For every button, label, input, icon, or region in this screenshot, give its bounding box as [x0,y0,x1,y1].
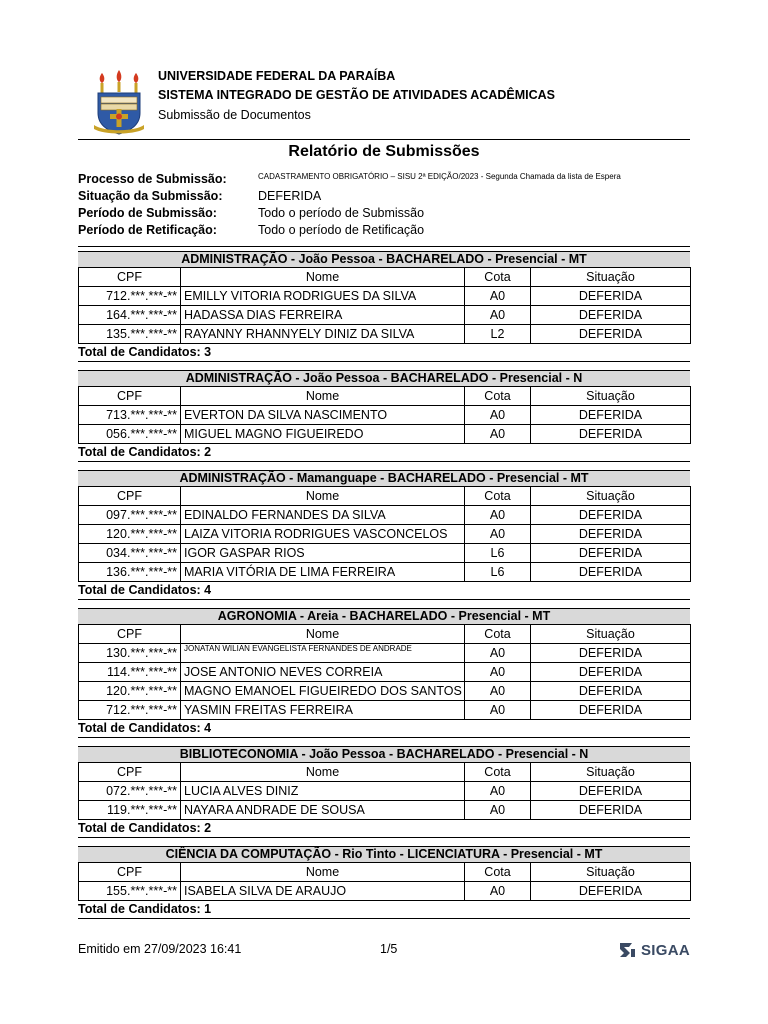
section-title: BIBLIOTECONOMIA - João Pessoa - BACHARELADO - Presencial - N [78,746,690,762]
cpf-cell: 164.***.***-** [79,306,181,325]
total-label: Total de Candidatos: [78,721,201,735]
name-cell: JOSE ANTONIO NEVES CORREIA [181,663,465,682]
section-total [78,820,690,836]
cpf-cell: 056.***.***-** [79,425,181,444]
candidates-table [78,386,691,444]
quota-cell: L6 [465,563,531,582]
candidates-table [78,762,691,820]
table-row [79,406,691,425]
status-cell: DEFERIDA [531,525,691,544]
quota-cell: A0 [465,287,531,306]
report-header [78,66,690,138]
column-header-cota: Cota [465,863,531,882]
name-cell: EVERTON DA SILVA NASCIMENTO [181,406,465,425]
name-cell: ISABELA SILVA DE ARAUJO [181,882,465,901]
column-header-situacao: Situação [531,863,691,882]
section-title: AGRONOMIA - Areia - BACHARELADO - Presencial - MT [78,608,690,624]
quota-cell: A0 [465,801,531,820]
quota-cell: L6 [465,544,531,563]
status-cell: DEFERIDA [531,801,691,820]
quota-cell: L2 [465,325,531,344]
course-section [78,370,690,462]
cpf-cell: 120.***.***-** [79,682,181,701]
name-cell: MIGUEL MAGNO FIGUEIREDO [181,425,465,444]
section-divider [78,918,690,919]
table-row [79,801,691,820]
ufpb-coat-of-arms-icon [90,69,148,135]
table-row [79,306,691,325]
table-header-row [79,863,691,882]
meta-label: Período de Retificação: [78,223,217,237]
column-header-cpf: CPF [79,863,181,882]
status-cell: DEFERIDA [531,287,691,306]
total-value: 4 [204,721,212,735]
total-label: Total de Candidatos: [78,583,201,597]
column-header-cpf: CPF [79,387,181,406]
cpf-cell: 712.***.***-** [79,701,181,720]
quota-cell: A0 [465,644,531,663]
candidates-table [78,267,691,344]
name-cell: LUCIA ALVES DINIZ [181,782,465,801]
section-divider [78,461,690,462]
table-row [79,525,691,544]
section-title: ADMINISTRAÇÃO - Mamanguape - BACHARELADO - Presencial - MT [78,470,690,486]
quota-cell: A0 [465,701,531,720]
table-header-row [79,487,691,506]
page-number: 1/5 [380,942,398,956]
name-cell: EMILLY VITORIA RODRIGUES DA SILVA [181,287,465,306]
meta-label: Situação da Submissão: [78,189,223,203]
cpf-cell: 097.***.***-** [79,506,181,525]
quota-cell: A0 [465,663,531,682]
name-cell: IGOR GASPAR RIOS [181,544,465,563]
meta-value: DEFERIDA [258,189,322,203]
cpf-cell: 130.***.***-** [79,644,181,663]
column-header-situacao: Situação [531,763,691,782]
course-section [78,608,690,738]
cpf-cell: 119.***.***-** [79,801,181,820]
quota-cell: A0 [465,425,531,444]
quota-cell: A0 [465,406,531,425]
table-row [79,287,691,306]
status-cell: DEFERIDA [531,425,691,444]
candidates-table [78,624,691,720]
column-header-cpf: CPF [79,625,181,644]
meta-value: CADASTRAMENTO OBRIGATÓRIO – SISU 2ª EDIÇÃO/2023 - Segunda Chamada da lista de Espera [258,172,621,181]
section-total [78,444,690,460]
column-header-cota: Cota [465,268,531,287]
column-header-nome: Nome [181,863,465,882]
column-header-cota: Cota [465,763,531,782]
section-divider [78,361,690,362]
section-divider [78,837,690,838]
meta-row-periodo-retificacao [78,223,690,240]
total-value: 3 [204,345,212,359]
sigaa-logo-icon [617,940,637,960]
status-cell: DEFERIDA [531,782,691,801]
column-header-situacao: Situação [531,487,691,506]
meta-row-situacao [78,189,690,206]
total-label: Total de Candidatos: [78,821,201,835]
column-header-cpf: CPF [79,268,181,287]
status-cell: DEFERIDA [531,506,691,525]
meta-row-processo [78,172,690,189]
total-value: 2 [204,821,212,835]
name-cell: MARIA VITÓRIA DE LIMA FERREIRA [181,563,465,582]
name-cell: JONATAN WILIAN EVANGELISTA FERNANDES DE ANDRADE [181,644,465,663]
candidates-table [78,486,691,582]
course-section [78,251,690,362]
table-row [79,682,691,701]
section-title: CIÊNCIA DA COMPUTAÇÃO - Rio Tinto - LICENCIATURA - Presencial - MT [78,846,690,862]
table-row [79,663,691,682]
column-header-cpf: CPF [79,763,181,782]
table-row [79,782,691,801]
name-cell: YASMIN FREITAS FERREIRA [181,701,465,720]
section-title: ADMINISTRAÇÃO - João Pessoa - BACHARELADO - Presencial - N [78,370,690,386]
status-cell: DEFERIDA [531,406,691,425]
report-meta [78,172,690,240]
section-total [78,720,690,736]
table-row [79,644,691,663]
total-value: 1 [204,902,212,916]
course-section [78,746,690,838]
cpf-cell: 136.***.***-** [79,563,181,582]
candidates-table [78,862,691,901]
university-name: UNIVERSIDADE FEDERAL DA PARAÍBA [158,69,396,83]
table-row [79,701,691,720]
cpf-cell: 120.***.***-** [79,525,181,544]
column-header-cota: Cota [465,487,531,506]
status-cell: DEFERIDA [531,644,691,663]
name-cell: HADASSA DIAS FERREIRA [181,306,465,325]
table-row [79,425,691,444]
name-cell: LAIZA VITORIA RODRIGUES VASCONCELOS [181,525,465,544]
table-row [79,325,691,344]
system-name: SISTEMA INTEGRADO DE GESTÃO DE ATIVIDADES ACADÊMICAS [158,88,556,102]
module-name: Submissão de Documentos [158,108,311,122]
quota-cell: A0 [465,525,531,544]
status-cell: DEFERIDA [531,563,691,582]
name-cell: RAYANNY RHANNYELY DINIZ DA SILVA [181,325,465,344]
cpf-cell: 712.***.***-** [79,287,181,306]
total-label: Total de Candidatos: [78,445,201,459]
cpf-cell: 114.***.***-** [79,663,181,682]
table-header-row [79,387,691,406]
total-label: Total de Candidatos: [78,902,201,916]
status-cell: DEFERIDA [531,701,691,720]
quota-cell: A0 [465,306,531,325]
status-cell: DEFERIDA [531,306,691,325]
total-label: Total de Candidatos: [78,345,201,359]
column-header-situacao: Situação [531,268,691,287]
column-header-situacao: Situação [531,387,691,406]
section-divider [78,599,690,600]
total-value: 4 [204,583,212,597]
column-header-nome: Nome [181,487,465,506]
sigaa-brand-text: SIGAA [640,941,690,959]
quota-cell: A0 [465,506,531,525]
table-header-row [79,763,691,782]
course-section [78,470,690,600]
sigaa-brand [617,940,690,960]
quota-cell: A0 [465,682,531,701]
status-cell: DEFERIDA [531,544,691,563]
sections-container [78,251,690,927]
meta-divider [78,246,690,247]
section-total [78,344,690,360]
name-cell: EDINALDO FERNANDES DA SILVA [181,506,465,525]
course-section [78,846,690,919]
meta-value: Todo o período de Submissão [258,206,425,220]
column-header-cpf: CPF [79,487,181,506]
status-cell: DEFERIDA [531,663,691,682]
header-divider [78,139,690,140]
status-cell: DEFERIDA [531,882,691,901]
status-cell: DEFERIDA [531,682,691,701]
cpf-cell: 155.***.***-** [79,882,181,901]
column-header-situacao: Situação [531,625,691,644]
cpf-cell: 713.***.***-** [79,406,181,425]
column-header-cota: Cota [465,625,531,644]
meta-row-periodo-submissao [78,206,690,223]
table-row [79,882,691,901]
name-cell: NAYARA ANDRADE DE SOUSA [181,801,465,820]
table-header-row [79,625,691,644]
meta-label: Período de Submissão: [78,206,217,220]
meta-value: Todo o período de Retificação [258,223,425,237]
report-footer [78,940,690,962]
section-total [78,901,690,917]
name-cell: MAGNO EMANOEL FIGUEIREDO DOS SANTOS [181,682,465,701]
cpf-cell: 034.***.***-** [79,544,181,563]
report-title: Relatório de Submissões [288,143,480,160]
section-title: ADMINISTRAÇÃO - João Pessoa - BACHARELADO - Presencial - MT [78,251,690,267]
total-value: 2 [204,445,212,459]
column-header-nome: Nome [181,387,465,406]
column-header-nome: Nome [181,625,465,644]
meta-label: Processo de Submissão: [78,172,227,186]
table-header-row [79,268,691,287]
table-row [79,506,691,525]
column-header-cota: Cota [465,387,531,406]
quota-cell: A0 [465,882,531,901]
section-total [78,582,690,598]
cpf-cell: 135.***.***-** [79,325,181,344]
column-header-nome: Nome [181,268,465,287]
cpf-cell: 072.***.***-** [79,782,181,801]
table-row [79,544,691,563]
emitted-timestamp: Emitido em 27/09/2023 16:41 [78,942,242,956]
column-header-nome: Nome [181,763,465,782]
status-cell: DEFERIDA [531,325,691,344]
section-divider [78,737,690,738]
table-row [79,563,691,582]
quota-cell: A0 [465,782,531,801]
